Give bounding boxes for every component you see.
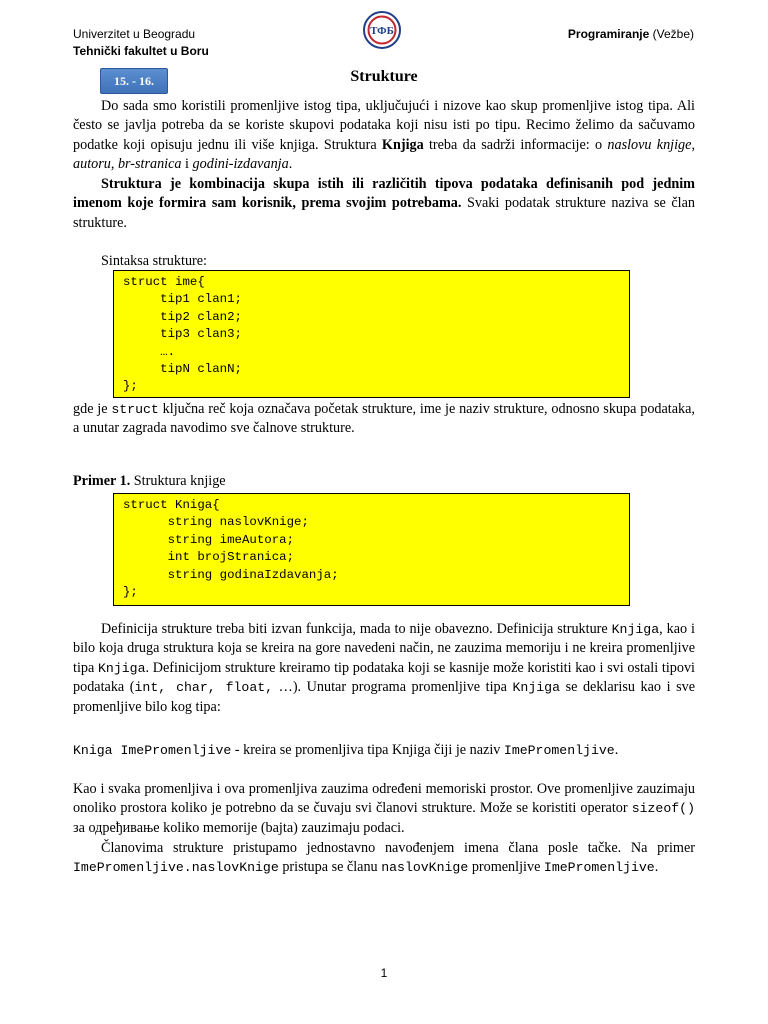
example-label: Primer 1. Struktura knjige [73, 473, 226, 489]
course-name: Programiranje [567, 27, 650, 41]
page-number: 1 [380, 966, 388, 980]
header-institution [73, 26, 209, 60]
header-course [568, 26, 694, 43]
example-code-block: struct Kniga{ string naslovKnige; string imeAutora; int brojStranica; string godinaIzdavanja; }; [113, 493, 630, 606]
memory-paragraph: Kao i svaka promenljiva i ova promenljiva zauzima određeni memoriski prostor. Ove promenljive zauzimaju onoliko prostora koliko je potrebno da se čuvaju svi članovi strukture. Može se koristiti operator sizeof() за одређивање koliko memorije (bajta) zauzimaju podaci. [73, 781, 695, 836]
intro-paragraph: Do sada smo koristili promenljive istog tipa, uključujući i nizove kao skup promenljive istog tipa. Ali često se javlja potreba da se koriste skupovi podataka koji nisu isti po tipu. Recimo želimo da sačuvamo podatke koji opisuju jednu ili više knjiga. Struktura Knjiga treba da sadrži informacije: o naslovu knjige, autoru, br-stranica i godini-izdavanja. [73, 98, 695, 173]
struct-definition-paragraph: Definicija strukture treba biti izvan funkcija, mada to nije obavezno. Definicija strukture Knjiga, kao i bilo koja druga struktura koja se kreira na gore navedeni način, ne zauzima memoriju i ne kreira promenljive tipa Knjiga. Definicijom strukture kreiramo tip podataka koji se kasnije može koristiti kao i svi ostali tipovi podataka (int, char, float, …). Unutar programa promenljive tipa Knjiga se deklarisu kao i sve promenljive bilo kog tipa: [73, 621, 695, 715]
faculty-name: Tehnički fakultet u Boru [73, 44, 209, 58]
declaration-line: Kniga ImePromenljive - kreira se promenljiva tipa Knjiga čiji je naziv ImePromenljive. [73, 742, 619, 758]
university-name: Univerzitet u Beogradu [73, 27, 196, 41]
syntax-label: Sintaksa strukture: [101, 253, 207, 269]
course-type: (Vežbe) [652, 27, 694, 41]
faculty-logo-icon [363, 11, 401, 49]
page-title: Strukture [350, 68, 418, 85]
member-access-paragraph: Članovima strukture pristupamo jednostavno navođenjem imena člana posle tačke. Na primer ImePromenljive.naslovKnige pristupa se članu naslovKnige promenljive ImePromenljive. [73, 840, 695, 876]
syntax-explanation: gde je struct ključna reč koja označava početak strukture, ime je naziv strukture, odnosno skupa podataka, a unutar zagrada navodimo sve čalnove strukture. [73, 401, 695, 437]
lesson-number-badge: 15. - 16. [100, 68, 168, 94]
syntax-code-block: struct ime{ tip1 clan1; tip2 clan2; tip3 clan3; …. tipN clanN; }; [113, 270, 630, 398]
definition-paragraph: Struktura je kombinacija skupa istih ili različitih tipova podataka definisanih pod jednim imenom koje formira sam korisnik, prema svojim potrebama. Svaki podatak strukture naziva se član strukture. [73, 176, 695, 231]
logo-text: ТФБ [370, 25, 394, 37]
